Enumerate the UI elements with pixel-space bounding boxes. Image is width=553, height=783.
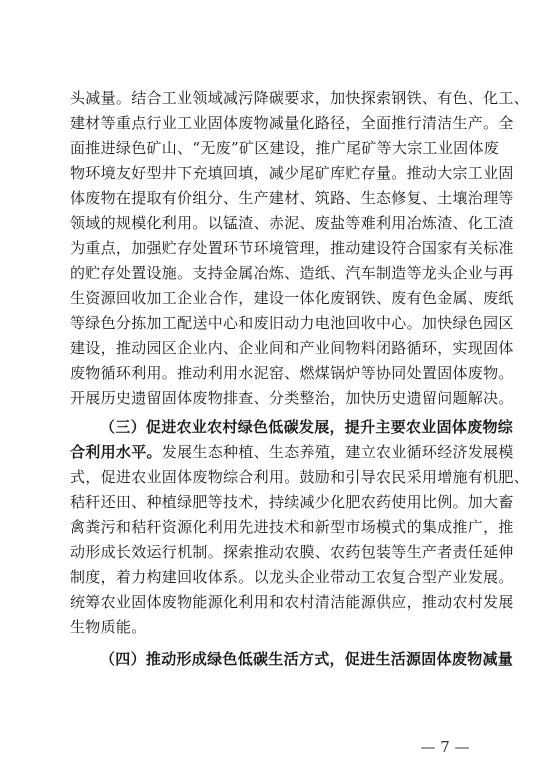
text-line: 秸秆还田、种植绿肥等技术，持续减少化肥农药使用比例。加大畜 — [70, 493, 514, 511]
text-line: 生物质能。 — [70, 618, 147, 636]
section-heading-continuation: 合利用水平。 — [70, 443, 162, 461]
text-line: 的贮存处置设施。支持金属冶炼、造纸、汽车制造等龙头企业与再 — [70, 264, 514, 282]
text-line: 建材等重点行业工业固体废物减量化路径，全面推行清洁生产。全 — [70, 114, 514, 132]
section-heading: （三）促进农业农村绿色低碳发展，提升主要农业固体废物综 — [100, 418, 514, 436]
text-line: 式，促进农业固体废物综合利用。鼓励和引导农民采用增施有机肥、 — [70, 468, 530, 486]
text-segment: 发展生态种植、生态养殖，建立农业循环经济发展模 — [161, 443, 514, 461]
text-line: 开展历史遗留固体废物排查、分类整治，加快历史遗留问题解决。 — [70, 389, 514, 407]
text-line: 生资源回收加工企业合作，建设一体化废钢铁、废有色金属、废纸 — [70, 289, 514, 307]
text-line: 废物循环利用。推动利用水泥窑、燃煤锅炉等协同处置固体废物。 — [70, 364, 514, 382]
page-number: — 7 — — [420, 738, 470, 756]
text-line — [70, 441, 514, 463]
text-line: 领域的规模化利用。以锰渣、赤泥、废盐等难利用冶炼渣、化工渣 — [70, 214, 514, 232]
text-line: 面推进绿色矿山、“无废”矿区建设，推广尾矿等大宗工业固体废 — [70, 139, 500, 157]
text-line: 制度，着力构建回收体系。以龙头企业带动工农复合型产业发展。 — [70, 568, 514, 586]
text-line: 禽粪污和秸秆资源化利用先进技术和新型市场模式的集成推广，推 — [70, 518, 514, 536]
text-line: 建设，推动园区企业内、企业间和产业间物料闭路循环，实现固体 — [70, 339, 514, 357]
text-line: 等绿色分拣加工配送中心和废旧动力电池回收中心。加快绿色园区 — [70, 314, 514, 332]
text-line: 动形成长效运行机制。探索推动农膜、农药包装等生产者责任延伸 — [70, 543, 514, 561]
text-line: 为重点，加强贮存处置环节环境管理，推动建设符合国家有关标准 — [70, 239, 514, 257]
section-heading: （四）推动形成绿色低碳生活方式，促进生活源固体废物减量 — [100, 650, 514, 668]
text-line: 体废物在提取有价组分、生产建材、筑路、生态修复、土壤治理等 — [70, 189, 514, 207]
text-line: 统筹农业固体废物能源化利用和农村清洁能源供应，推动农村发展 — [70, 593, 514, 611]
text-line: 头减量。结合工业领域减污降碳要求，加快探索钢铁、有色、化工、 — [70, 89, 530, 107]
text-line: 物环境友好型井下充填回填，减少尾矿库贮存量。推动大宗工业固 — [70, 164, 514, 182]
